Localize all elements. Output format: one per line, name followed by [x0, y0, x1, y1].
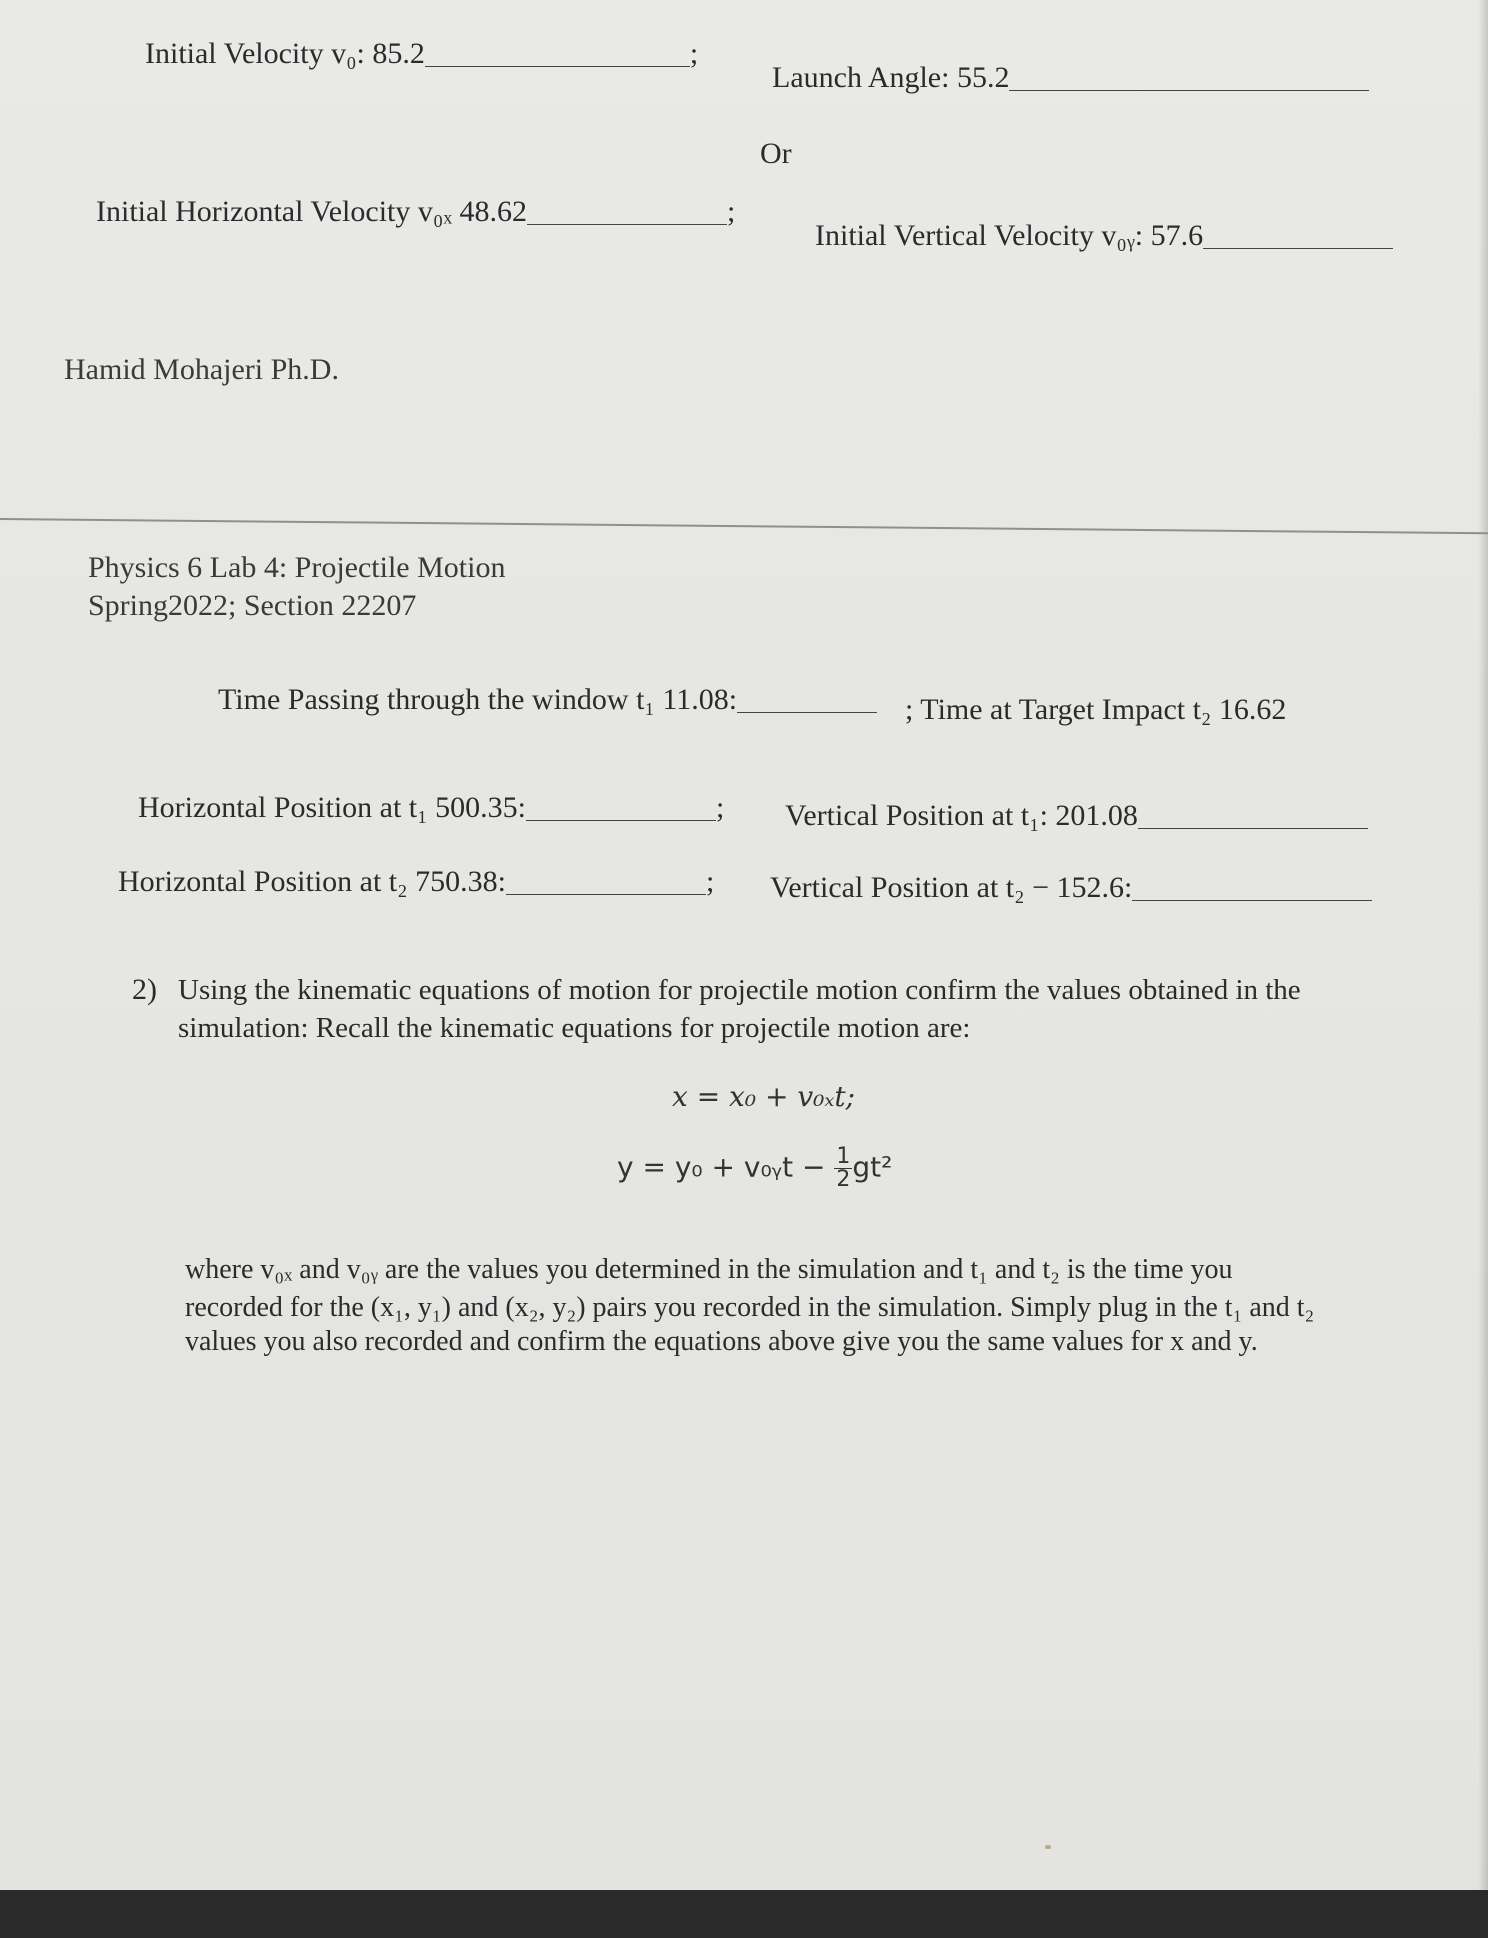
horizontal-position-t1-label: Horizontal Position at t₁ 500.35: — [138, 791, 526, 824]
vertical-position-t2-blank[interactable] — [1132, 870, 1372, 901]
time-window-line — [218, 682, 877, 718]
paper-speck — [1045, 1845, 1051, 1849]
vertical-position-t1-blank[interactable] — [1138, 798, 1368, 829]
vertical-position-t2-label: Vertical Position at t₂ − 152.6: — [770, 871, 1133, 904]
initial-velocity-label: Initial Velocity v₀: 85.2 — [145, 37, 425, 70]
initial-vertical-velocity-label: Initial Vertical Velocity v₀ᵧ: 57.6 — [815, 219, 1204, 252]
fraction-one-half — [834, 1146, 852, 1191]
page-divider — [0, 518, 1488, 534]
initial-velocity-blank[interactable] — [425, 36, 690, 67]
separator-semicolon: ; — [715, 791, 725, 824]
horizontal-position-t2-line — [118, 864, 714, 900]
initial-vertical-velocity-blank[interactable] — [1203, 218, 1393, 249]
horizontal-position-t1-blank[interactable] — [526, 790, 716, 821]
launch-angle-blank[interactable] — [1009, 60, 1369, 91]
initial-horizontal-velocity-label: Initial Horizontal Velocity v₀ₓ 48.62 — [96, 195, 528, 228]
fraction-numerator: 1 — [836, 1144, 851, 1169]
separator-semicolon: ; — [705, 865, 715, 898]
explanation-line3: values you also recorded and confirm the equations above give you the same values for x and y. — [185, 1326, 1258, 1357]
time-impact-label: ; Time at Target Impact t₂ 16.62 — [905, 693, 1287, 726]
question-number: 2) — [132, 973, 157, 1006]
vertical-position-t1-line — [785, 798, 1368, 834]
horizontal-position-t1-line — [138, 790, 724, 826]
question-text-line2: simulation: Recall the kinematic equations for projectile motion are: — [178, 1012, 971, 1044]
equation-y — [617, 1146, 892, 1191]
explanation-line2: recorded for the (x₁, y₁) and (x₂, y₂) pairs you recorded in the simulation. Simply plug in the t₁ and t₂ — [185, 1292, 1315, 1323]
launch-angle-label: Launch Angle: 55.2 — [772, 61, 1010, 94]
author-name: Hamid Mohajeri Ph.D. — [64, 353, 339, 386]
horizontal-position-t2-label: Horizontal Position at t₂ 750.38: — [118, 865, 506, 898]
course-title: Physics 6 Lab 4: Projectile Motion — [88, 551, 506, 584]
initial-horizontal-velocity-blank[interactable] — [527, 194, 727, 225]
or-text: Or — [760, 137, 792, 170]
equation-y-left: y = y₀ + v₀ᵧt − — [617, 1150, 826, 1184]
vertical-position-t1-label: Vertical Position at t₁: 201.08 — [785, 799, 1138, 832]
question-text-line1: Using the kinematic equations of motion for projectile motion confirm the values obtained in the — [178, 974, 1301, 1006]
vertical-position-t2-line — [770, 870, 1372, 906]
equation-x: x = x₀ + v₀ₓt; — [672, 1080, 855, 1113]
time-window-blank[interactable] — [737, 682, 877, 713]
fraction-denominator: 2 — [836, 1167, 851, 1192]
horizontal-position-t2-blank[interactable] — [506, 864, 706, 895]
time-window-label: Time Passing through the window t₁ 11.08: — [218, 683, 738, 716]
equation-y-right: gt² — [852, 1150, 893, 1184]
explanation-line1: where v₀ₓ and v₀ᵧ are the values you determined in the simulation and t₁ and t₂ is the time you — [185, 1254, 1233, 1285]
semester-section: Spring2022; Section 22207 — [88, 589, 417, 622]
separator-semicolon: ; — [689, 37, 699, 70]
initial-horizontal-velocity-line — [96, 194, 735, 230]
page-edge-shadow — [1478, 0, 1488, 1890]
launch-angle-line — [772, 60, 1369, 96]
initial-vertical-velocity-line — [815, 218, 1393, 254]
separator-semicolon: ; — [727, 195, 736, 228]
initial-velocity-line — [145, 36, 698, 72]
